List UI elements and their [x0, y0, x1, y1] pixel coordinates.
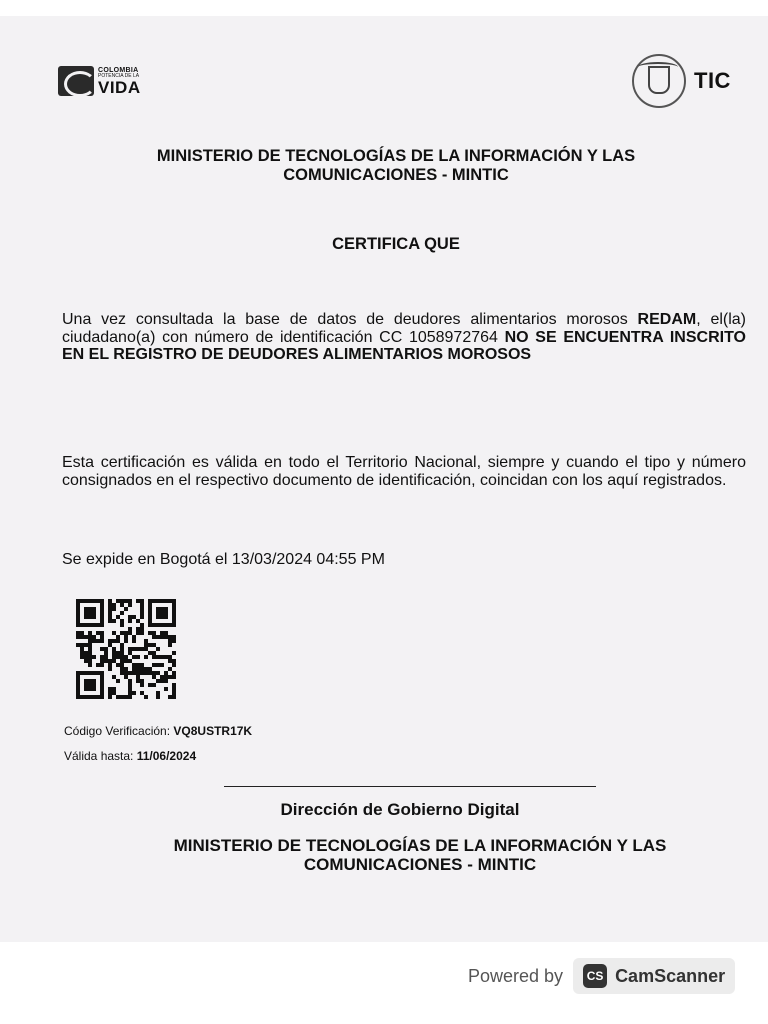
logo-line-1: COLOMBIA — [98, 66, 139, 74]
tic-logo — [632, 54, 731, 108]
camscanner-name: CamScanner — [615, 965, 726, 986]
issue-date-paragraph: Se expide en Bogotá el 13/03/2024 04:55 PM — [62, 551, 385, 568]
valid-until-value: 11/06/2024 — [136, 749, 197, 763]
validity-paragraph: Esta certificación es válida en todo el Territorio Nacional, siempre y cuando el tipo y número consignados en el respectivo documento de identificación, coincidan con los aquí registrados. — [62, 454, 746, 489]
certifies-heading: CERTIFICA QUE — [332, 235, 460, 253]
signature-line — [224, 786, 596, 787]
ministry-heading — [60, 147, 732, 185]
footer-ministry-heading — [70, 836, 768, 874]
footer-ministry-line-1: MINISTERIO DE TECNOLOGÍAS DE LA INFORMACIÓN Y LAS — [173, 836, 667, 855]
verification-code-label: Código Verificación: — [64, 724, 174, 738]
colombia-vida-logo — [58, 66, 141, 96]
verification-code — [64, 724, 252, 738]
p1-text-a: Una vez consultada la base de datos de deudores alimentarios morosos — [62, 311, 638, 328]
p1-text-c: , el(la) ciudadano(a) con número de identificación CC 1058972764 — [62, 311, 746, 346]
redam-label: REDAM — [637, 311, 697, 328]
valid-until-label: Válida hasta: — [64, 749, 137, 763]
ministry-heading-line-2: COMUNICACIONES - MINTIC — [283, 166, 509, 184]
valid-until — [64, 749, 196, 763]
colombia-logo-icon — [58, 66, 94, 96]
footer-ministry-line-2: COMUNICACIONES - MINTIC — [303, 855, 537, 874]
logo-line-3: VIDA — [98, 77, 141, 97]
tic-label: TIC — [694, 68, 731, 93]
camscanner-badge — [573, 958, 735, 994]
certification-paragraph — [62, 311, 746, 364]
camscanner-watermark — [468, 958, 735, 994]
direction-title: Dirección de Gobierno Digital — [280, 800, 520, 819]
document-page — [0, 16, 768, 942]
powered-by-label: Powered by — [468, 965, 564, 986]
not-registered-statement: NO SE ENCUENTRA INSCRITO EN EL REGISTRO DE DEUDORES ALIMENTARIOS MOROSOS — [62, 328, 747, 363]
colombia-logo-text — [98, 67, 141, 96]
logo-line-2: POTENCIA DE LA — [98, 72, 140, 79]
qr-code — [76, 599, 176, 699]
ministry-heading-line-1: MINISTERIO DE TECNOLOGÍAS DE LA INFORMACIÓN Y LAS — [156, 147, 636, 165]
coat-of-arms-icon — [632, 54, 686, 108]
verification-code-value: VQ8USTR17K — [173, 724, 253, 738]
camscanner-icon: CS — [583, 964, 607, 988]
